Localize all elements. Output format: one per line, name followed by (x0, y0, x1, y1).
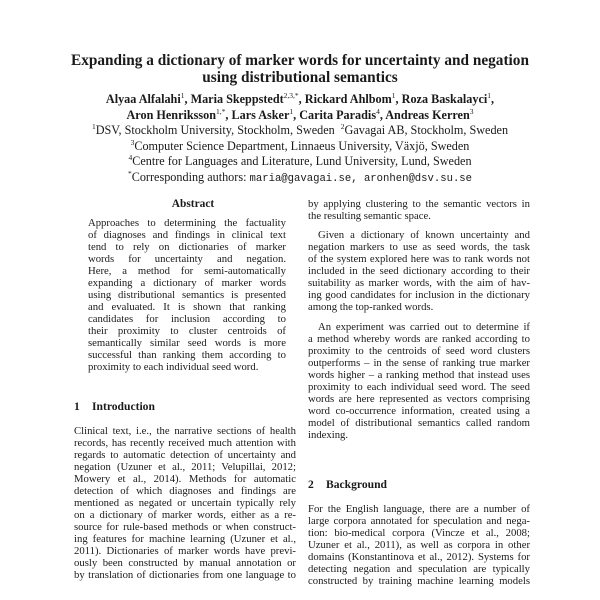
author-name: Rickard Ahlbom (304, 92, 392, 106)
abstract-line: successful than ranking them according to (88, 349, 286, 361)
body-line: a method whereby words are ranked according to (308, 333, 530, 345)
intro-line: Clinical text, i.e., the narrative sections of health (74, 425, 296, 437)
author-name: Carita Paradis (299, 107, 377, 122)
affiliation-text: Computer Science Department, Linnaeus University, Växjö, Sweden (134, 138, 470, 153)
paper-title (60, 52, 540, 86)
affiliation-text: DSV, Stockholm University, Stockholm, Sweden (95, 123, 335, 137)
corr-emails: maria@gavagai.se, aronhen@dsv.su.se (249, 172, 473, 185)
intro-line: 2011). Dictionaries of marker words have previ- (74, 545, 296, 557)
affiliation-text: Gavagai AB, Stockholm, Sweden (344, 123, 509, 137)
author-name: Andreas Kerren (385, 107, 470, 122)
body-line: among the top-ranked words. (308, 301, 434, 313)
author-name: Lars Asker (231, 107, 290, 122)
affiliation-line-2 (60, 139, 540, 155)
abstract-line: their proximity to cluster centroids of (88, 325, 286, 337)
affil-sup: 3 (130, 137, 135, 147)
abstract-line: of diagnoses and findings in clinical text (88, 229, 286, 241)
body-line: ing good candidates for inclusion in the dictionary (308, 289, 530, 301)
affil-sup: 4 (128, 152, 133, 162)
author-sup: 3 (469, 106, 474, 116)
background-line: large corpora annotated for speculation and nega- (308, 515, 530, 527)
body-line: proximity to the centroids of seed word clusters (308, 345, 530, 357)
author-sep: , (491, 92, 495, 106)
abstract-line: Here, a method for semi-automatically (88, 265, 286, 277)
body-line: Given a dictionary of known uncertainty and (318, 229, 530, 241)
author-line-2 (60, 108, 540, 124)
author-sup: 2,3,* (283, 90, 299, 100)
abstract-heading: Abstract (171, 198, 215, 210)
section-title: Background (326, 478, 387, 491)
intro-line: ing features for machine learning (Uzuner et al., (74, 533, 296, 545)
abstract-line: using distributional semantics is presented (88, 289, 286, 301)
author-name: Roza Baskalayci (401, 92, 488, 106)
intro-line: records, has recently received much attention with (74, 437, 296, 449)
abstract-line: candidates for inclusion according to (88, 313, 286, 325)
section-heading-introduction (74, 400, 155, 413)
author-block (60, 92, 540, 187)
section-title: Introduction (92, 400, 155, 413)
abstract-line: expanding a dictionary of marker words (88, 277, 286, 289)
body-line: by applying clustering to the semantic vectors in (308, 198, 530, 210)
author-sep: , (184, 92, 191, 106)
body-line: word co-occurrence information, created using a (308, 405, 530, 417)
background-line: detecting negation and speculation are typically (308, 563, 530, 575)
body-line: proximity to each individual seed word. The seed (308, 381, 530, 393)
intro-line: ously been constructed by manual annotation or (74, 557, 296, 569)
corr-label: Corresponding authors: (131, 169, 250, 184)
background-line: tion: bio-medical corpora (Vincze et al., 2008; (308, 527, 530, 539)
intro-line: negation (Uzuner et al., 2011; Velupillai, 2012; (74, 461, 296, 473)
author-sep: , (298, 92, 305, 106)
body-line: model of distributional semantics called random (308, 417, 530, 429)
section-number: 1 (74, 400, 80, 413)
corr-sup: * (127, 168, 132, 178)
intro-line: detection of which diagnoses and findings are (74, 485, 296, 497)
body-line: An experiment was carried out to determine if (318, 321, 530, 333)
author-sup: 1 (180, 90, 185, 100)
body-line: suitability as marker words, with the aim of hav- (308, 277, 530, 289)
affiliation-text: Centre for Languages and Literature, Lund University, Lund, Sweden (132, 154, 472, 168)
body-line: indexing. (308, 429, 349, 441)
background-line: constructed by training machine learning models (308, 575, 530, 587)
author-sep: , (379, 107, 386, 122)
author-name: Aron Henriksson (126, 107, 217, 122)
author-sup: 1 (391, 90, 396, 100)
abstract-line: proximity to each individual seed word. (88, 361, 259, 373)
author-line-1 (60, 92, 540, 108)
background-line: domains (Konstantinova et al., 2012). Systems for (308, 551, 530, 563)
section-number: 2 (308, 478, 314, 491)
abstract-line: and evaluated. It is shown that ranking (88, 301, 286, 313)
intro-line: Mowery et al., 2014). Methods for automatic (74, 473, 296, 485)
affil-sup: 2 (340, 121, 345, 131)
body-line: the resulting semantic space. (308, 210, 431, 222)
corresponding-authors (60, 170, 540, 188)
affiliation-line-1 (60, 123, 540, 139)
body-line: included in the seed dictionary according to their (308, 265, 530, 277)
author-sep: , (225, 107, 232, 122)
author-name: Maria Skeppstedt (190, 92, 284, 106)
author-sup: 1,* (216, 106, 226, 116)
abstract-line: semantically similar seed words is more (88, 337, 286, 349)
author-sep: , (395, 92, 402, 106)
background-line: Uzuner et al., 2011), as well as corpora in other (308, 539, 530, 551)
author-name: Alyaa Alfalahi (105, 92, 181, 106)
background-line: For the English language, there are a number of (308, 503, 530, 515)
intro-line: regards to automatic detection of uncertainty and (74, 449, 296, 461)
abstract-line: tend to rely on dictionaries of marker (88, 241, 286, 253)
body-line: outperforms – in the sense of ranking true marker (308, 357, 530, 369)
intro-line: source for rule-based methods or when construct- (74, 521, 296, 533)
title-line-1: Expanding a dictionary of marker words for uncertainty and negation (71, 52, 529, 69)
author-sup: 4 (376, 106, 380, 116)
intro-line: by translation of dictionaries from one language to (74, 569, 296, 581)
body-line: negation markers to use as seed words, the task (308, 241, 530, 253)
body-line: of the system explored here was to rank words not (308, 253, 530, 265)
title-line-2: using distributional semantics (202, 69, 398, 86)
body-line: words are here represented as vectors comprising (308, 393, 530, 405)
author-sep: , (293, 107, 300, 122)
affil-sup: 1 (91, 121, 96, 131)
abstract-line: words for uncertainty and negation. (88, 253, 286, 265)
author-sup: 1 (487, 90, 492, 100)
abstract-line: Approaches to determining the factuality (88, 217, 286, 229)
author-sup: 1 (289, 106, 294, 116)
intro-line: mentioned as negated or uncertain typically rely (74, 497, 296, 509)
body-line: words higher – a ranking method that instead uses (308, 369, 530, 381)
affiliation-line-3 (60, 154, 540, 170)
intro-line: on a dictionary of marker words, either as a re- (74, 509, 296, 521)
section-heading-background (308, 478, 387, 491)
